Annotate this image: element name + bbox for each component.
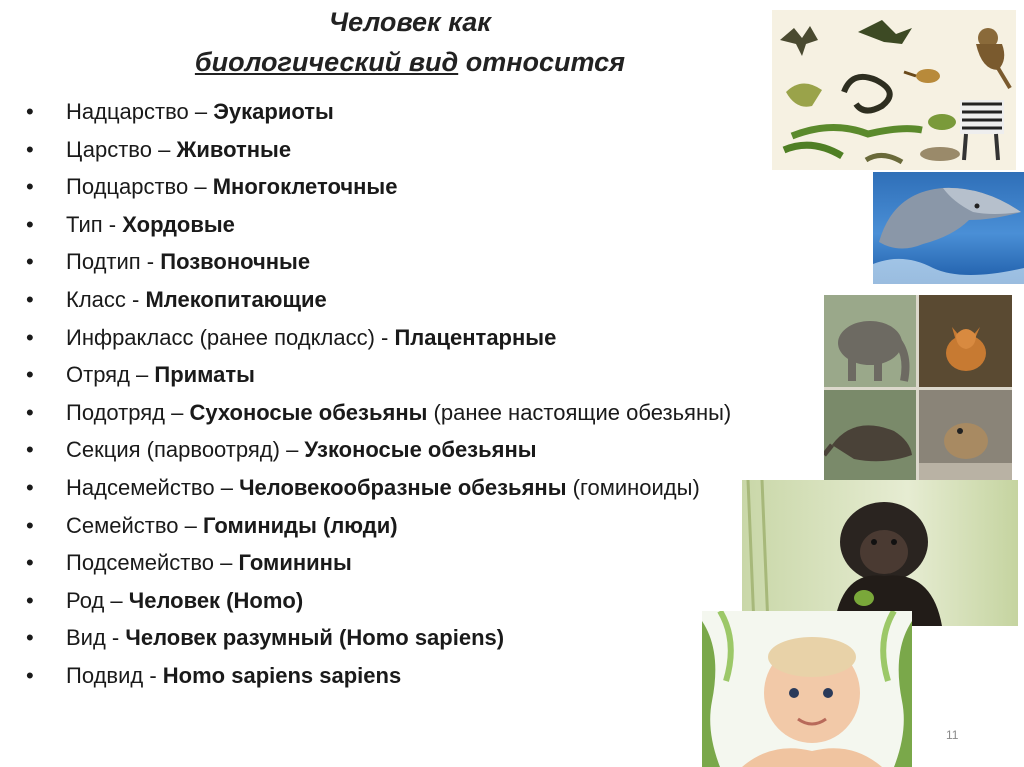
title-underlined-text: биологический вид [194, 47, 459, 77]
taxonomy-item: • Надцарство – Эукариоты [26, 93, 786, 131]
taxonomy-item: • Семейство – Гоминиды (люди) [26, 507, 786, 545]
taxonomy-list [26, 93, 786, 695]
taxonomy-item: • Вид - Человек разумный (Homo sapiens) [26, 619, 786, 657]
animals-collage-image [772, 10, 1016, 170]
title-line-1: Человек как [329, 7, 491, 37]
taxonomy-item: • Тип - Хордовые [26, 206, 786, 244]
slide-number: 11 [946, 728, 959, 742]
taxonomy-item: • Подцарство – Многоклеточные [26, 168, 786, 206]
chimpanzee-image [742, 480, 1018, 626]
title-rest-text: относится [458, 47, 626, 77]
dolphin-image [873, 172, 1024, 284]
taxonomy-item: • Подсемейство – Гоминины [26, 544, 786, 582]
taxonomy-item: • Царство – Животные [26, 131, 786, 169]
baby-image [702, 611, 912, 767]
mammals-collage-image [824, 295, 1012, 481]
taxonomy-item: • Подтип - Позвоночные [26, 243, 786, 281]
taxonomy-item: • Подвид - Homo sapiens sapiens [26, 657, 786, 695]
taxonomy-item: • Класс - Млекопитающие [26, 281, 786, 319]
taxonomy-item: • Отряд – Приматы [26, 356, 786, 394]
taxonomy-item: • Секция (парвоотряд) – Узконосые обезьяны [26, 431, 786, 469]
taxonomy-item: • Подотряд – Сухоносые обезьяны (ранее настоящие обезьяны) [26, 394, 786, 432]
taxonomy-item: • Род – Человек (Homo) [26, 582, 786, 620]
slide-title [0, 2, 820, 82]
taxonomy-item: • Надсемейство – Человекообразные обезьяны (гоминоиды) [26, 469, 706, 507]
taxonomy-item: • Инфракласс (ранее подкласс) - Плацентарные [26, 319, 786, 357]
title-line-2 [0, 42, 820, 82]
